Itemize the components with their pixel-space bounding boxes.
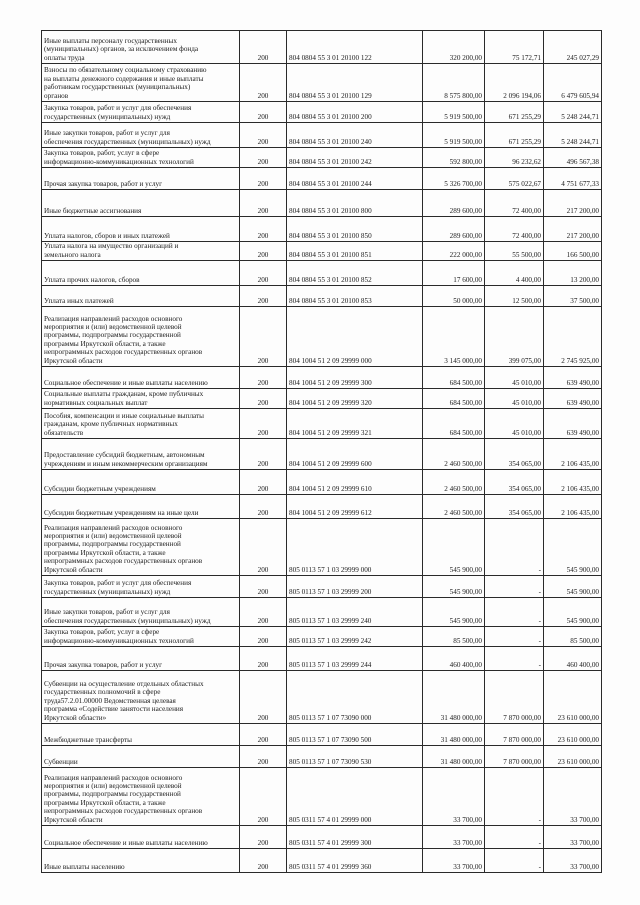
unexecuted-amount-cell: 23 610 000,00 bbox=[544, 671, 602, 724]
executed-amount-cell: - bbox=[485, 826, 544, 849]
expense-name-cell bbox=[42, 495, 240, 519]
executed-amount-cell: 354 065,00 bbox=[485, 470, 544, 495]
table-row bbox=[42, 627, 602, 647]
unexecuted-amount-cell: 23 610 000,00 bbox=[544, 746, 602, 768]
budget-classification-code-cell: 805 0113 57 1 03 29999 244 bbox=[287, 647, 423, 671]
line-code-cell: 200 bbox=[240, 598, 287, 627]
table-row bbox=[42, 495, 602, 519]
budget-classification-code-cell: 805 0113 57 1 07 73090 500 bbox=[287, 724, 423, 746]
approved-amount-cell: 545 900,00 bbox=[423, 598, 485, 627]
executed-amount-cell: 399 075,00 bbox=[485, 307, 544, 367]
executed-amount-cell: 45 010,00 bbox=[485, 409, 544, 439]
unexecuted-amount-cell: 545 900,00 bbox=[544, 519, 602, 576]
executed-amount-cell: 72 400,00 bbox=[485, 190, 544, 217]
unexecuted-amount-cell: 5 248 244,71 bbox=[544, 123, 602, 148]
table-row bbox=[42, 389, 602, 409]
expense-name-cell bbox=[42, 389, 240, 409]
line-code-cell: 200 bbox=[240, 261, 287, 286]
line-code-cell: 200 bbox=[240, 627, 287, 647]
expense-name-line: программы, подпрограммы государственной bbox=[44, 540, 181, 549]
unexecuted-amount-cell: 2 106 435,00 bbox=[544, 470, 602, 495]
expense-name-line: Прочая закупка товаров, работ и услуг bbox=[44, 660, 163, 669]
executed-amount-cell: 7 870 000,00 bbox=[485, 671, 544, 724]
executed-amount-cell: 7 870 000,00 bbox=[485, 746, 544, 768]
table-row bbox=[42, 64, 602, 102]
table-row bbox=[42, 286, 602, 307]
expense-name-line: программы Иркутской области, а также bbox=[44, 798, 166, 807]
executed-amount-cell: - bbox=[485, 768, 544, 826]
executed-amount-cell: 75 172,71 bbox=[485, 31, 544, 64]
expense-name-line: Иные закупки товаров, работ и услуг для bbox=[44, 129, 170, 138]
expense-name-cell bbox=[42, 409, 240, 439]
executed-amount-cell: - bbox=[485, 519, 544, 576]
expense-name-line: государственных (муниципальных) нужд bbox=[44, 587, 171, 596]
budget-classification-code-cell: 805 0113 57 1 03 29999 240 bbox=[287, 598, 423, 627]
line-code-cell: 200 bbox=[240, 148, 287, 168]
table-row bbox=[42, 123, 602, 148]
budget-classification-code-cell: 804 1004 51 2 09 29999 320 bbox=[287, 389, 423, 409]
line-code-cell: 200 bbox=[240, 102, 287, 123]
expense-name-line: мероприятия и (или) ведомственной целевой bbox=[44, 322, 182, 331]
line-code-cell: 200 bbox=[240, 367, 287, 389]
table-row bbox=[42, 242, 602, 261]
expense-name-line: учреждениям и иным некоммерческим организациям bbox=[44, 459, 208, 468]
budget-classification-code-cell: 805 0113 57 1 07 73090 000 bbox=[287, 671, 423, 724]
expense-name-cell bbox=[42, 261, 240, 286]
budget-classification-code-cell: 804 0804 55 3 01 20100 122 bbox=[287, 31, 423, 64]
expense-name-line: мероприятия и (или) ведомственной целевой bbox=[44, 781, 182, 790]
budget-classification-code-cell: 804 0804 55 3 01 20100 853 bbox=[287, 286, 423, 307]
budget-classification-code-cell: 805 0311 57 4 01 29999 360 bbox=[287, 849, 423, 873]
approved-amount-cell: 17 600,00 bbox=[423, 261, 485, 286]
expense-name-line: государственных полномочий в сфере bbox=[44, 688, 161, 697]
budget-classification-code-cell: 804 0804 55 3 01 20100 240 bbox=[287, 123, 423, 148]
expense-name-line: Взносы по обязательному социальному страхованию bbox=[44, 66, 207, 75]
approved-amount-cell: 3 145 000,00 bbox=[423, 307, 485, 367]
executed-amount-cell: 7 870 000,00 bbox=[485, 724, 544, 746]
approved-amount-cell: 33 700,00 bbox=[423, 826, 485, 849]
approved-amount-cell: 33 700,00 bbox=[423, 849, 485, 873]
line-code-cell: 200 bbox=[240, 307, 287, 367]
table-row bbox=[42, 598, 602, 627]
executed-amount-cell: 12 500,00 bbox=[485, 286, 544, 307]
executed-amount-cell: 354 065,00 bbox=[485, 439, 544, 470]
table-row bbox=[42, 746, 602, 768]
expense-name-line: программы Иркутской области, а также bbox=[44, 339, 166, 348]
table-row bbox=[42, 217, 602, 242]
table-row bbox=[42, 439, 602, 470]
line-code-cell: 200 bbox=[240, 168, 287, 190]
expense-name-cell bbox=[42, 470, 240, 495]
expense-name-line: гражданам, кроме публичных нормативных bbox=[44, 420, 178, 429]
expense-name-line: Предоставление субсидий бюджетным, автономным bbox=[44, 451, 205, 460]
expense-name-cell bbox=[42, 627, 240, 647]
expense-name-cell bbox=[42, 367, 240, 389]
expense-name-line: земельного налога bbox=[44, 250, 101, 259]
table-row bbox=[42, 261, 602, 286]
unexecuted-amount-cell: 639 490,00 bbox=[544, 389, 602, 409]
unexecuted-amount-cell: 2 106 435,00 bbox=[544, 439, 602, 470]
expense-name-cell bbox=[42, 217, 240, 242]
table-row bbox=[42, 168, 602, 190]
approved-amount-cell: 545 900,00 bbox=[423, 576, 485, 598]
expense-name-cell bbox=[42, 849, 240, 873]
executed-amount-cell: 354 065,00 bbox=[485, 495, 544, 519]
budget-classification-code-cell: 804 1004 51 2 09 29999 612 bbox=[287, 495, 423, 519]
expense-name-line: Иркутской области bbox=[44, 356, 103, 365]
executed-amount-cell: 45 010,00 bbox=[485, 389, 544, 409]
unexecuted-amount-cell: 85 500,00 bbox=[544, 627, 602, 647]
expense-name-cell bbox=[42, 31, 240, 64]
budget-classification-code-cell: 805 0113 57 1 03 29999 242 bbox=[287, 627, 423, 647]
expense-name-line: программы, подпрограммы государственной bbox=[44, 331, 181, 340]
expense-name-line: Закупка товаров, работ и услуг для обеспечения bbox=[44, 579, 192, 588]
unexecuted-amount-cell: 37 500,00 bbox=[544, 286, 602, 307]
table-row bbox=[42, 826, 602, 849]
budget-classification-code-cell: 804 0804 55 3 01 20100 242 bbox=[287, 148, 423, 168]
expense-name-line: непрограммных расходов государственных органов bbox=[44, 348, 203, 357]
executed-amount-cell: 671 255,29 bbox=[485, 123, 544, 148]
expense-name-line: программы Иркутской области, а также bbox=[44, 548, 166, 557]
table-row bbox=[42, 519, 602, 576]
expense-name-line: на выплаты денежного содержания и иные выплаты bbox=[44, 74, 204, 83]
line-code-cell: 200 bbox=[240, 217, 287, 242]
budget-classification-code-cell: 804 0804 55 3 01 20100 850 bbox=[287, 217, 423, 242]
executed-amount-cell: - bbox=[485, 647, 544, 671]
table-row bbox=[42, 671, 602, 724]
expense-name-cell bbox=[42, 671, 240, 724]
executed-amount-cell: - bbox=[485, 598, 544, 627]
table-row bbox=[42, 576, 602, 598]
expense-name-line: Иные выплаты населению bbox=[44, 862, 125, 871]
unexecuted-amount-cell: 460 400,00 bbox=[544, 647, 602, 671]
unexecuted-amount-cell: 33 700,00 bbox=[544, 826, 602, 849]
approved-amount-cell: 545 900,00 bbox=[423, 519, 485, 576]
table-body bbox=[42, 31, 602, 873]
approved-amount-cell: 31 480 000,00 bbox=[423, 724, 485, 746]
expense-name-cell bbox=[42, 64, 240, 102]
expense-name-line: обязательств bbox=[44, 428, 84, 437]
budget-classification-code-cell: 805 0311 57 4 01 29999 000 bbox=[287, 768, 423, 826]
table-row bbox=[42, 102, 602, 123]
line-code-cell: 200 bbox=[240, 647, 287, 671]
budget-classification-code-cell: 805 0113 57 1 03 29999 200 bbox=[287, 576, 423, 598]
budget-classification-code-cell: 804 1004 51 2 09 29999 300 bbox=[287, 367, 423, 389]
line-code-cell: 200 bbox=[240, 746, 287, 768]
executed-amount-cell: - bbox=[485, 576, 544, 598]
expense-name-line: Социальные выплаты гражданам, кроме публичных bbox=[44, 390, 204, 399]
table-row bbox=[42, 768, 602, 826]
executed-amount-cell: - bbox=[485, 849, 544, 873]
budget-classification-code-cell: 804 1004 51 2 09 29999 321 bbox=[287, 409, 423, 439]
expense-name-line: Субсидии бюджетным учреждениям на иные цели bbox=[44, 508, 199, 517]
line-code-cell: 200 bbox=[240, 671, 287, 724]
unexecuted-amount-cell: 245 027,29 bbox=[544, 31, 602, 64]
expense-name-line: Уплата налогов, сборов и иных платежей bbox=[44, 231, 170, 240]
expense-name-line: государственных (муниципальных) нужд bbox=[44, 112, 171, 121]
approved-amount-cell: 222 000,00 bbox=[423, 242, 485, 261]
expense-name-line: программы, подпрограммы государственной bbox=[44, 790, 181, 799]
expense-name-line: Уплата прочих налогов, сборов bbox=[44, 275, 140, 284]
expense-name-line: Уплата иных платежей bbox=[44, 296, 114, 305]
unexecuted-amount-cell: 4 751 677,33 bbox=[544, 168, 602, 190]
unexecuted-amount-cell: 5 248 244,71 bbox=[544, 102, 602, 123]
expense-name-line: нормативных социальных выплат bbox=[44, 398, 148, 407]
expense-name-line: Реализация направлений расходов основного bbox=[44, 314, 183, 323]
approved-amount-cell: 33 700,00 bbox=[423, 768, 485, 826]
expense-name-cell bbox=[42, 826, 240, 849]
expense-name-cell bbox=[42, 168, 240, 190]
approved-amount-cell: 2 460 500,00 bbox=[423, 495, 485, 519]
executed-amount-cell: 45 010,00 bbox=[485, 367, 544, 389]
budget-classification-code-cell: 804 1004 51 2 09 29999 000 bbox=[287, 307, 423, 367]
expense-name-line: Реализация направлений расходов основного bbox=[44, 523, 183, 532]
expense-name-line: органов bbox=[44, 91, 69, 100]
executed-amount-cell: 4 400,00 bbox=[485, 261, 544, 286]
expense-name-line: Прочая закупка товаров, работ и услуг bbox=[44, 179, 163, 188]
budget-classification-code-cell: 804 0804 55 3 01 20100 244 bbox=[287, 168, 423, 190]
approved-amount-cell: 31 480 000,00 bbox=[423, 746, 485, 768]
table-row bbox=[42, 724, 602, 746]
expense-name-line: информационно-коммуникационных технологий bbox=[44, 636, 194, 645]
expense-name-line: Иные выплаты персоналу государственных bbox=[44, 36, 177, 45]
approved-amount-cell: 50 000,00 bbox=[423, 286, 485, 307]
approved-amount-cell: 5 919 500,00 bbox=[423, 102, 485, 123]
approved-amount-cell: 2 460 500,00 bbox=[423, 470, 485, 495]
expense-name-cell bbox=[42, 148, 240, 168]
expense-name-cell bbox=[42, 746, 240, 768]
line-code-cell: 200 bbox=[240, 768, 287, 826]
expense-name-cell bbox=[42, 724, 240, 746]
unexecuted-amount-cell: 496 567,38 bbox=[544, 148, 602, 168]
unexecuted-amount-cell: 217 200,00 bbox=[544, 217, 602, 242]
unexecuted-amount-cell: 166 500,00 bbox=[544, 242, 602, 261]
expense-name-line: оплаты труда bbox=[44, 53, 85, 62]
executed-amount-cell: 55 500,00 bbox=[485, 242, 544, 261]
approved-amount-cell: 684 500,00 bbox=[423, 389, 485, 409]
approved-amount-cell: 684 500,00 bbox=[423, 409, 485, 439]
expense-name-cell bbox=[42, 242, 240, 261]
approved-amount-cell: 592 800,00 bbox=[423, 148, 485, 168]
expense-name-line: Иркутской области» bbox=[44, 713, 107, 722]
expense-name-line: Субвенции bbox=[44, 757, 78, 766]
table-row bbox=[42, 409, 602, 439]
approved-amount-cell: 85 500,00 bbox=[423, 627, 485, 647]
line-code-cell: 200 bbox=[240, 519, 287, 576]
expense-name-line: Социальное обеспечение и иные выплаты населению bbox=[44, 838, 208, 847]
line-code-cell: 200 bbox=[240, 242, 287, 261]
unexecuted-amount-cell: 13 200,00 bbox=[544, 261, 602, 286]
expense-name-line: программа «Содействие занятости населения bbox=[44, 705, 184, 714]
expense-name-line: Закупка товаров, работ, услуг в сфере bbox=[44, 149, 160, 158]
expense-name-cell bbox=[42, 768, 240, 826]
executed-amount-cell: 671 255,29 bbox=[485, 102, 544, 123]
expense-name-line: (муниципальных) органов, за исключением фонда bbox=[44, 45, 199, 54]
budget-classification-code-cell: 804 0804 55 3 01 20100 851 bbox=[287, 242, 423, 261]
executed-amount-cell: 575 022,67 bbox=[485, 168, 544, 190]
expense-name-line: работникам государственных (муниципальных) bbox=[44, 83, 191, 92]
unexecuted-amount-cell: 2 745 925,00 bbox=[544, 307, 602, 367]
table-row bbox=[42, 307, 602, 367]
unexecuted-amount-cell: 545 900,00 bbox=[544, 576, 602, 598]
unexecuted-amount-cell: 33 700,00 bbox=[544, 849, 602, 873]
line-code-cell: 200 bbox=[240, 190, 287, 217]
line-code-cell: 200 bbox=[240, 576, 287, 598]
budget-classification-code-cell: 804 0804 55 3 01 20100 129 bbox=[287, 64, 423, 102]
line-code-cell: 200 bbox=[240, 123, 287, 148]
line-code-cell: 200 bbox=[240, 495, 287, 519]
expense-name-cell bbox=[42, 190, 240, 217]
approved-amount-cell: 5 326 700,00 bbox=[423, 168, 485, 190]
executed-amount-cell: 72 400,00 bbox=[485, 217, 544, 242]
expense-name-cell bbox=[42, 519, 240, 576]
line-code-cell: 200 bbox=[240, 826, 287, 849]
table-row bbox=[42, 647, 602, 671]
expense-name-line: Уплата налога на имущество организаций и bbox=[44, 242, 179, 251]
expense-name-line: Субсидии бюджетным учреждениям bbox=[44, 484, 156, 493]
budget-expenditure-table bbox=[41, 30, 602, 873]
expense-name-cell bbox=[42, 307, 240, 367]
approved-amount-cell: 289 600,00 bbox=[423, 190, 485, 217]
expense-name-line: Иркутской области bbox=[44, 565, 103, 574]
expense-name-line: Иные закупки товаров, работ и услуг для bbox=[44, 608, 170, 617]
expense-name-line: Закупка товаров, работ, услуг в сфере bbox=[44, 628, 160, 637]
budget-classification-code-cell: 804 0804 55 3 01 20100 800 bbox=[287, 190, 423, 217]
table-row bbox=[42, 470, 602, 495]
expense-name-cell bbox=[42, 647, 240, 671]
approved-amount-cell: 684 500,00 bbox=[423, 367, 485, 389]
line-code-cell: 200 bbox=[240, 64, 287, 102]
unexecuted-amount-cell: 23 610 000,00 bbox=[544, 724, 602, 746]
expense-name-line: обеспечения государственных (муниципальных) нужд bbox=[44, 137, 211, 146]
expense-name-line: Пособия, компенсации и иные социальные выплаты bbox=[44, 411, 205, 420]
executed-amount-cell: - bbox=[485, 627, 544, 647]
line-code-cell: 200 bbox=[240, 409, 287, 439]
line-code-cell: 200 bbox=[240, 470, 287, 495]
budget-classification-code-cell: 805 0113 57 1 07 73090 530 bbox=[287, 746, 423, 768]
budget-classification-code-cell: 805 0113 57 1 03 29999 000 bbox=[287, 519, 423, 576]
expense-name-line: Иные бюджетные ассигнования bbox=[44, 206, 142, 215]
expense-name-line: Реализация направлений расходов основного bbox=[44, 773, 183, 782]
approved-amount-cell: 460 400,00 bbox=[423, 647, 485, 671]
unexecuted-amount-cell: 2 106 435,00 bbox=[544, 495, 602, 519]
budget-classification-code-cell: 804 0804 55 3 01 20100 852 bbox=[287, 261, 423, 286]
approved-amount-cell: 320 200,00 bbox=[423, 31, 485, 64]
expense-name-cell bbox=[42, 576, 240, 598]
expense-name-cell bbox=[42, 102, 240, 123]
expense-name-line: непрограммных расходов государственных органов bbox=[44, 557, 203, 566]
unexecuted-amount-cell: 217 200,00 bbox=[544, 190, 602, 217]
table-row bbox=[42, 148, 602, 168]
budget-classification-code-cell: 804 1004 51 2 09 29999 610 bbox=[287, 470, 423, 495]
expense-name-line: Субвенции на осуществление отдельных областных bbox=[44, 679, 204, 688]
expense-name-line: обеспечения государственных (муниципальных) нужд bbox=[44, 616, 211, 625]
table-row bbox=[42, 849, 602, 873]
table-row bbox=[42, 367, 602, 389]
approved-amount-cell: 5 919 500,00 bbox=[423, 123, 485, 148]
approved-amount-cell: 289 600,00 bbox=[423, 217, 485, 242]
expense-name-cell bbox=[42, 598, 240, 627]
approved-amount-cell: 31 480 000,00 bbox=[423, 671, 485, 724]
expense-name-line: непрограммных расходов государственных органов bbox=[44, 807, 203, 816]
expense-name-line: мероприятия и (или) ведомственной целевой bbox=[44, 531, 182, 540]
unexecuted-amount-cell: 639 490,00 bbox=[544, 367, 602, 389]
unexecuted-amount-cell: 33 700,00 bbox=[544, 768, 602, 826]
line-code-cell: 200 bbox=[240, 31, 287, 64]
line-code-cell: 200 bbox=[240, 389, 287, 409]
line-code-cell: 200 bbox=[240, 439, 287, 470]
budget-classification-code-cell: 804 0804 55 3 01 20100 200 bbox=[287, 102, 423, 123]
budget-classification-code-cell: 804 1004 51 2 09 29999 600 bbox=[287, 439, 423, 470]
expense-name-line: Закупка товаров, работ и услуг для обеспечения bbox=[44, 104, 192, 113]
expense-name-line: Межбюджетные трансферты bbox=[44, 735, 132, 744]
expense-name-cell bbox=[42, 123, 240, 148]
approved-amount-cell: 2 460 500,00 bbox=[423, 439, 485, 470]
executed-amount-cell: 2 096 194,06 bbox=[485, 64, 544, 102]
unexecuted-amount-cell: 545 900,00 bbox=[544, 598, 602, 627]
line-code-cell: 200 bbox=[240, 724, 287, 746]
line-code-cell: 200 bbox=[240, 849, 287, 873]
expense-name-cell bbox=[42, 439, 240, 470]
expense-name-line: труда57.2.01.00000 Ведомственная целевая bbox=[44, 696, 176, 705]
executed-amount-cell: 96 232,62 bbox=[485, 148, 544, 168]
expense-name-line: Социальное обеспечение и иные выплаты населению bbox=[44, 378, 208, 387]
expense-name-cell bbox=[42, 286, 240, 307]
table-row bbox=[42, 31, 602, 64]
approved-amount-cell: 8 575 800,00 bbox=[423, 64, 485, 102]
budget-classification-code-cell: 805 0311 57 4 01 29999 300 bbox=[287, 826, 423, 849]
expense-name-line: информационно-коммуникационных технологий bbox=[44, 157, 194, 166]
expense-name-line: Иркутской области bbox=[44, 815, 103, 824]
table-row bbox=[42, 190, 602, 217]
unexecuted-amount-cell: 6 479 605,94 bbox=[544, 64, 602, 102]
line-code-cell: 200 bbox=[240, 286, 287, 307]
unexecuted-amount-cell: 639 490,00 bbox=[544, 409, 602, 439]
